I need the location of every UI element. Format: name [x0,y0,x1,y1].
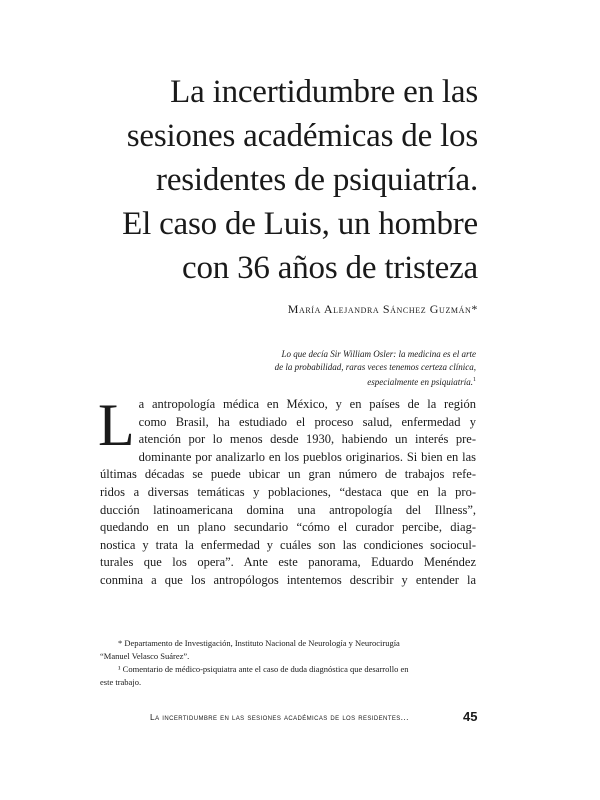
title-line-1: La incertidumbre en las [170,74,478,110]
title-line-3: residentes de psiquiatría. [156,162,478,198]
epigraph-line-2: de la probabilidad, raras veces tenemos certeza clínica, [274,362,476,372]
running-head: La incertidumbre en las sesiones académicas de los residentes... [150,712,409,722]
footnote-line-1: * Departamento de Investigación, Instituto Nacional de Neurología y Neurocirugía [118,638,400,648]
article-title [58,70,478,290]
title-line-2: sesiones académicas de los [126,118,478,154]
author-name: María Alejandra Sánchez Guzmán* [287,302,478,316]
footnote-line-2: “Manuel Velasco Suárez”. [100,651,190,661]
epigraph-line-1: Lo que decía Sir William Osler: la medicina es el arte [281,349,476,359]
body-line-8: quedando en un plano secundario “cómo el curador percibe, diag- [100,520,476,535]
footnotes [100,637,480,689]
epigraph [216,348,476,389]
body-line-6: ridos a diversas temáticas y poblaciones, “destaca que en la pro- [100,484,476,499]
title-line-5: con 36 años de tristeza [182,250,478,286]
epigraph-line-3-text: especialmente en psiquiatría. [367,377,473,387]
epigraph-line-3 [216,374,476,389]
body-text [98,392,476,590]
footnote-line-3: ¹ Comentario de médico-psiquiatra ante el caso de duda diagnóstica que desarrollo en [118,664,409,674]
body-line-5: últimas décadas se puede ubicar un gran número de trabajos refe- [100,467,476,482]
footnote-line-4: este trabajo. [100,677,142,687]
body-line-4: dominante por analizarlo en los pueblos originarios. Si bien en las [138,449,476,464]
body-line-10: turales que los opera”. Ante este panorama, Eduardo Menéndez [100,555,476,570]
body-line-1: a antropología médica en México, y en países de la región [138,397,476,411]
body-line-2: como Brasil, ha estudiado el proceso salud, enfermedad y [138,414,476,429]
body-line-9: nostica y trata la enfermedad y cuáles son las condiciones sociocul- [100,537,476,552]
footnote-reference-1[interactable]: 1 [473,377,476,383]
page-number: 45 [463,709,478,724]
body-line-11: conmina a que los antropólogos intentemos describir y entender la [100,572,476,587]
body-line-7: ducción latinoamericana domina una antropología del Illness”, [100,502,476,517]
drop-cap: L [98,392,135,458]
body-line-3: atención por lo menos desde 1930, habiendo un interés pre- [138,432,476,447]
title-line-4: El caso de Luis, un hombre [122,206,478,242]
